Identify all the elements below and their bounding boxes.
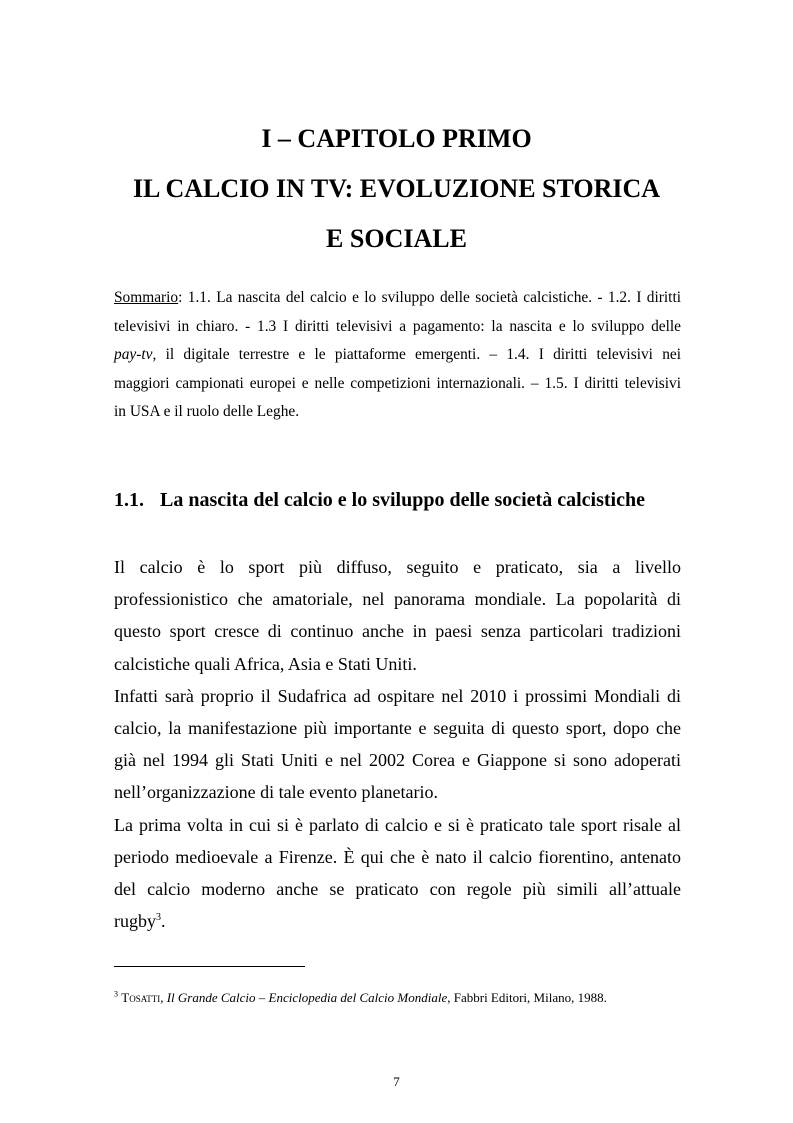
chapter-title-line-3: E SOCIALE <box>326 224 467 253</box>
body-line: già nel 1994 gli Stati Uniti e nel 2002 Corea e Giappone si sono adoperati <box>114 750 681 771</box>
page-number: 7 <box>393 1074 400 1089</box>
chapter-title-line-1: I – CAPITOLO PRIMO <box>261 124 532 153</box>
chapter-title <box>0 114 793 264</box>
section-number: 1.1. <box>114 489 144 511</box>
footnote-separator <box>114 966 305 967</box>
summary-line-3 <box>114 341 681 370</box>
body-line: periodo medioevale a Firenze. È qui che è nato il calcio fiorentino, antenato <box>114 846 681 867</box>
body-line-last <box>114 905 681 937</box>
body-line: La prima volta in cui si è parlato di calcio e si è praticato tale sport risale al <box>114 814 681 835</box>
summary-line-5: in USA e il ruolo delle Leghe. <box>114 403 300 420</box>
footnote-author: Tosatti <box>121 990 161 1005</box>
summary-line-3-text: , il digitale terrestre e le piattaforme emergenti. – 1.4. I diritti televisivi nei <box>152 346 681 363</box>
section-heading <box>114 484 694 516</box>
body-line: nell’organizzazione di tale evento planetario. <box>114 782 439 803</box>
body-line: professionistico che amatoriale, nel panorama mondiale. La popolarità di <box>114 589 681 610</box>
chapter-title-line-2: IL CALCIO IN TV: EVOLUZIONE STORICA <box>132 174 661 203</box>
footnote-reference[interactable]: 3 <box>156 912 161 924</box>
summary-line-2: televisivi in chiaro. - 1.3 I diritti televisivi a pagamento: la nascita e lo sviluppo delle <box>114 317 681 335</box>
body-line: Il calcio è lo sport più diffuso, seguito e praticato, sia a livello <box>114 557 681 577</box>
section-title: La nascita del calcio e lo sviluppo delle società calcistiche <box>160 489 645 511</box>
body-last-punctuation: . <box>161 911 166 932</box>
body-paragraphs <box>114 551 681 937</box>
body-line: Infatti sarà proprio il Sudafrica ad ospitare nel 2010 i prossimi Mondiali di <box>114 685 681 706</box>
chapter-summary <box>114 284 681 427</box>
body-line: calcistiche quali Africa, Asia e Stati Uniti. <box>114 653 417 674</box>
footnote <box>114 989 714 1007</box>
summary-line-1-text: : 1.1. La nascita del calcio e lo sviluppo delle società calcistiche. - 1.2. I diritti <box>178 289 681 306</box>
summary-label: Sommario <box>114 289 179 306</box>
summary-line-4: maggiori campionati europei e nelle competizioni internazionali. – 1.5. I diritti televisivi <box>114 374 681 392</box>
summary-line-1 <box>114 284 681 313</box>
body-line: del calcio moderno anche se praticato con regole più simili all’attuale <box>114 879 681 900</box>
footnote-publisher: , Fabbri Editori, Milano, 1988. <box>447 990 607 1005</box>
footnote-separator-text: , <box>160 990 167 1005</box>
footnote-work-title: Il Grande Calcio – Enciclopedia del Calcio Mondiale <box>166 990 448 1005</box>
body-line: calcio, la manifestazione più importante e seguita di questo sport, dopo che <box>114 718 681 739</box>
summary-pay-tv-term: pay-tv <box>114 346 153 363</box>
body-line: questo sport cresce di continuo anche in paesi senza particolari tradizioni <box>114 621 681 642</box>
footnote-mark: 3 <box>114 989 118 999</box>
body-last-word: rugby <box>114 911 156 932</box>
